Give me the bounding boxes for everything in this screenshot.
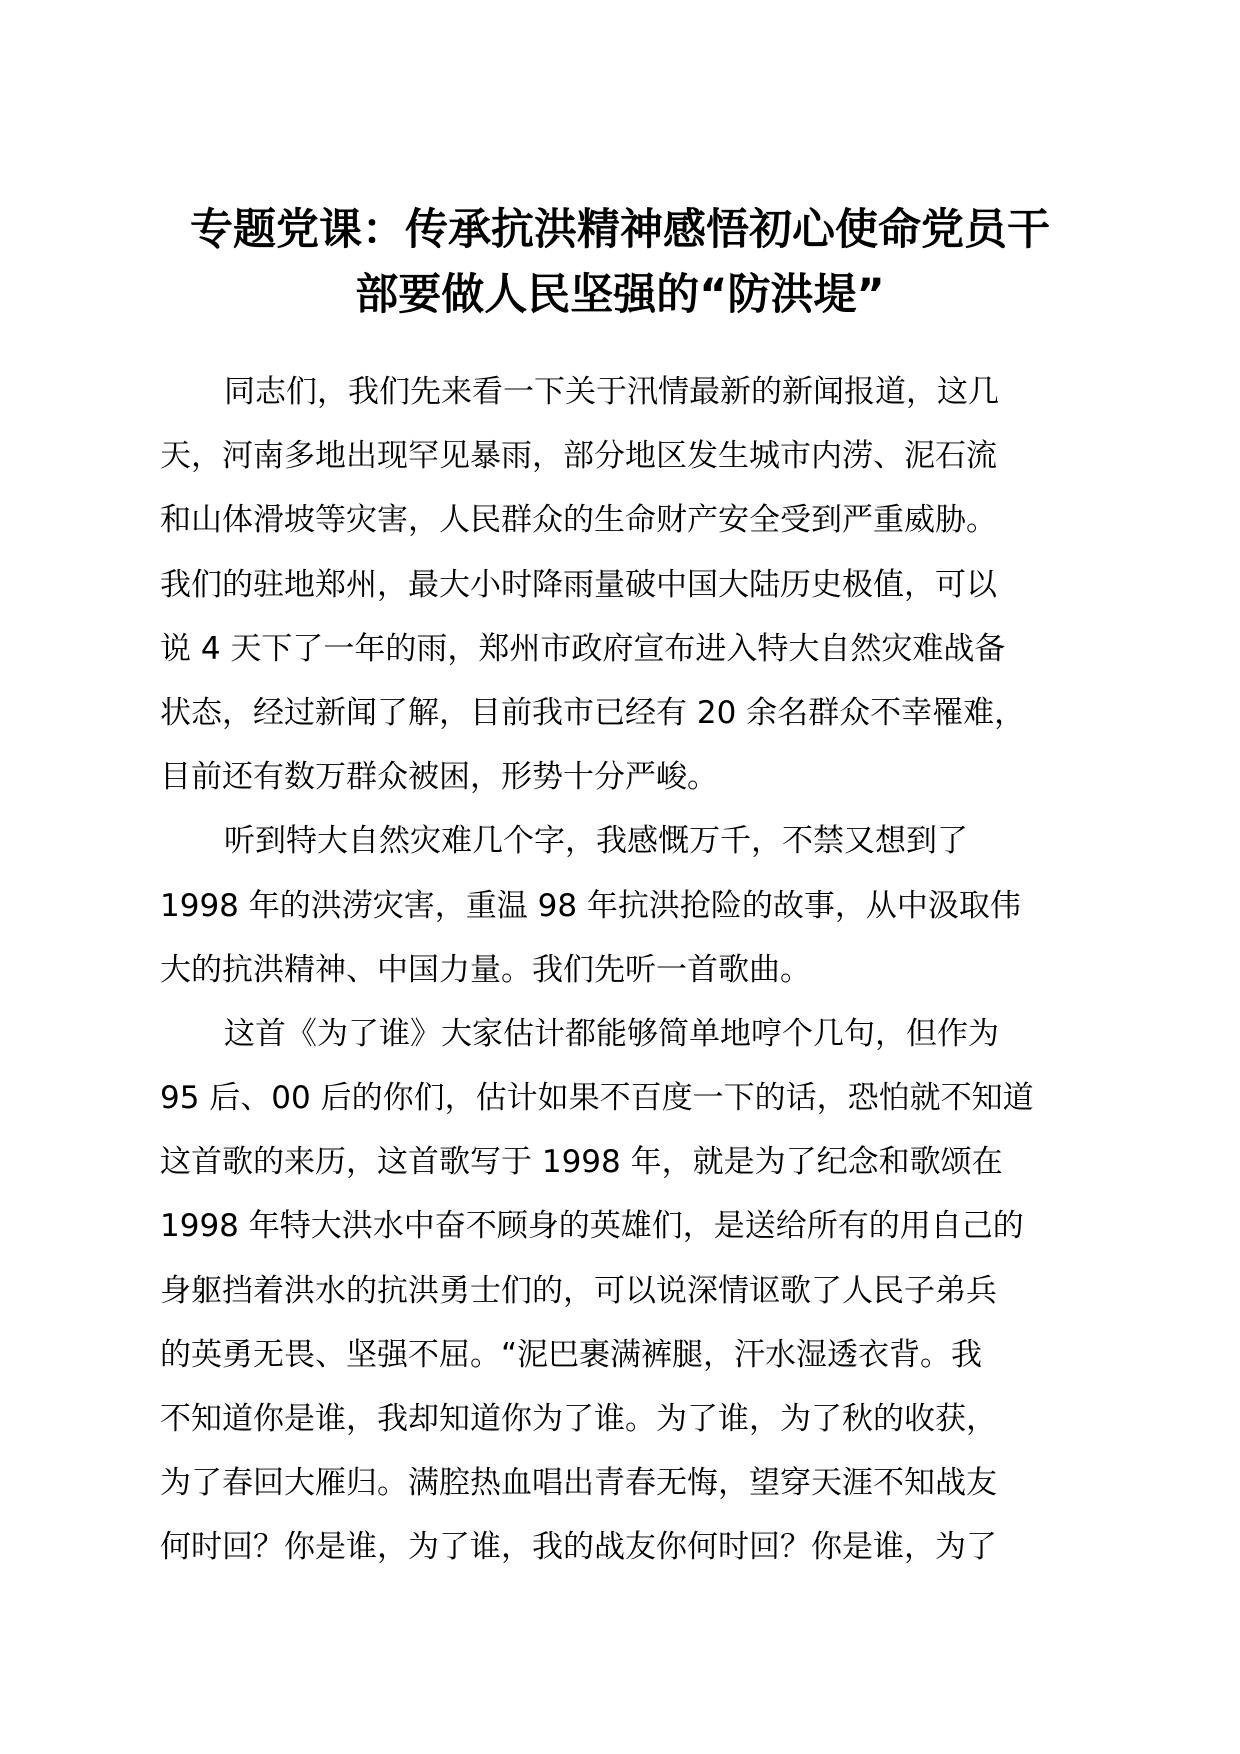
paragraph-line: 95 后、00 后的你们，估计如果不百度一下的话，恐怕就不知道	[160, 1080, 1034, 1117]
paragraph-line: 的英勇无畏、坚强不屈。“泥巴裹满裤腿，汗水湿透衣背。我	[160, 1336, 983, 1373]
paragraph-line: 身躯挡着洪水的抗洪勇士们的，可以说深情讴歌了人民子弟兵	[160, 1272, 997, 1309]
paragraph-line: 我们的驻地郑州，最大小时降雨量破中国大陆历史极值，可以	[160, 566, 997, 603]
paragraph-line: 何时回？你是谁，为了谁，我的战友你何时回？你是谁，为了	[160, 1529, 997, 1566]
paragraph-line: 听到特大自然灾难几个字，我感慨万千，不禁又想到了	[224, 823, 968, 860]
title-line-1: 专题党课：传承抗洪精神感悟初心使命党员干	[190, 205, 1050, 255]
paragraph-line: 1998 年特大洪水中奋不顾身的英雄们，是送给所有的用自己的	[160, 1208, 1024, 1245]
paragraph-line: 1998 年的洪涝灾害，重温 98 年抗洪抢险的故事，从中汲取伟	[160, 887, 1021, 924]
paragraph-line: 这首《为了谁》大家估计都能够简单地哼个几句，但作为	[224, 1015, 999, 1052]
paragraph-line: 说 4 天下了一年的雨，郑州市政府宣布进入特大自然灾难战备	[160, 630, 1006, 667]
document-body	[160, 360, 1090, 1580]
paragraph-line: 和山体滑坡等灾害，人民群众的生命财产安全受到严重威胁。	[160, 502, 997, 539]
paragraph-line: 这首歌的来历，这首歌写于 1998 年，就是为了纪念和歌颂在	[160, 1144, 1003, 1181]
paragraph-line: 目前还有数万群众被困，形势十分严峻。	[160, 759, 718, 796]
paragraph-line: 为了春回大雁归。满腔热血唱出青春无悔，望穿天涯不知战友	[160, 1465, 997, 1502]
document-title	[150, 198, 1090, 328]
title-line-2: 部要做人民坚强的“防洪堤”	[355, 270, 885, 320]
paragraph-line: 同志们，我们先来看一下关于汛情最新的新闻报道，这几	[224, 374, 999, 410]
paragraph-line: 状态，经过新闻了解，目前我市已经有 20 余名群众不幸罹难，	[160, 694, 1026, 731]
paragraph-line: 天，河南多地出现罕见暴雨，部分地区发生城市内涝、泥石流	[160, 438, 997, 475]
paragraph-line: 大的抗洪精神、中国力量。我们先听一首歌曲。	[160, 951, 811, 988]
paragraph-line: 不知道你是谁，我却知道你为了谁。为了谁，为了秋的收获，	[160, 1401, 997, 1437]
